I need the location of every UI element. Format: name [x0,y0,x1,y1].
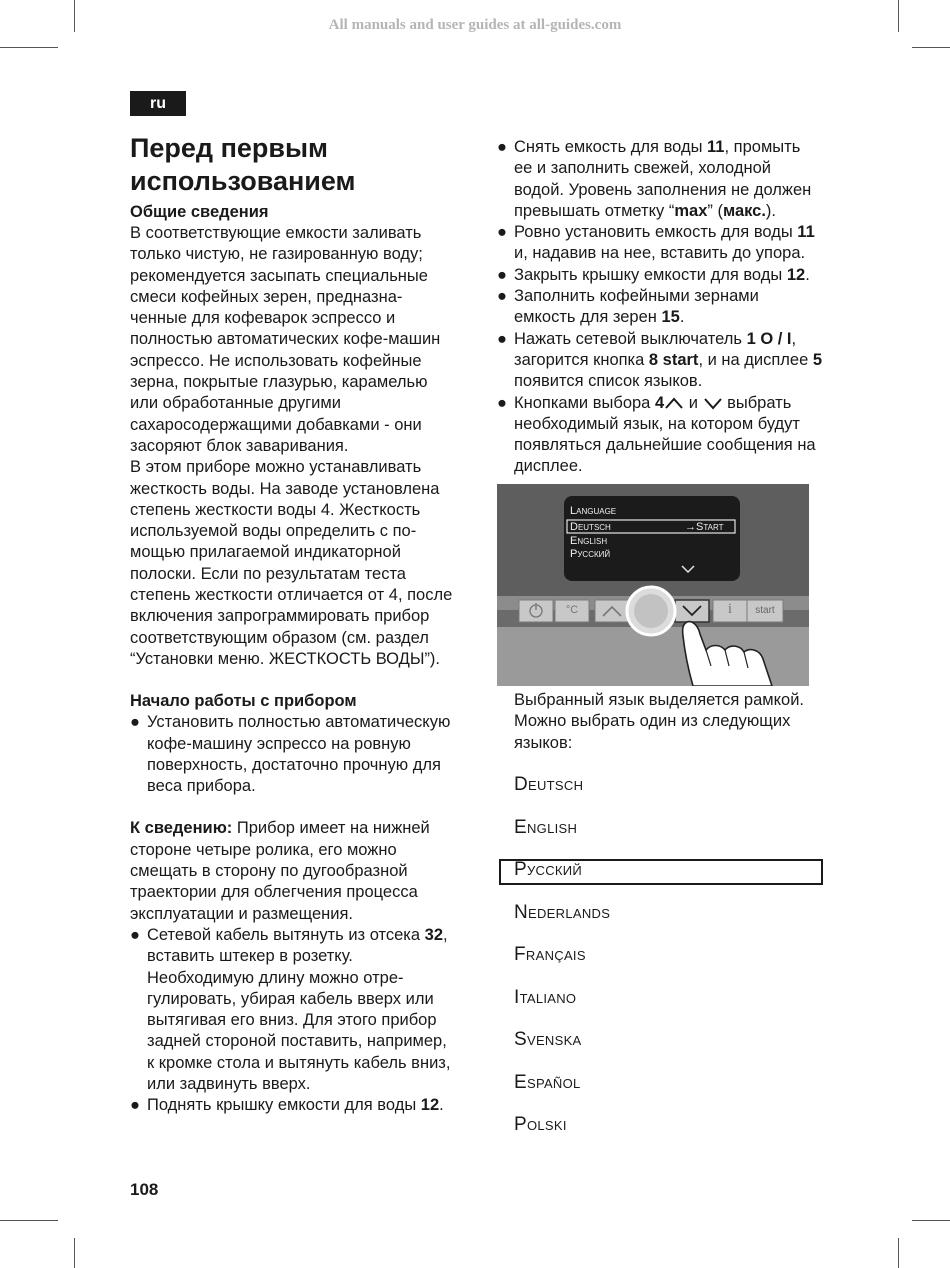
list-item: ● Заполнить кофейными зернами емкость для зерен 15. [497,286,847,329]
language-item: Nederlands [514,902,611,923]
list-item: ● Поднять крышку емкости для воды 12. [130,1095,480,1116]
display-item: Русский [570,548,611,560]
chevron-down-icon [703,396,723,410]
list-item: ● Снять емкость для воды 11, промыть ее и заполнить свежей, холодной водой. Уровень заполнения не должен превышать отметку “max” (макс.). [497,137,847,222]
crop-mark [912,1220,950,1221]
list-item: ● Установить полностью автоматическую кофе-машину эспрессо на ровную поверхность, достаточно прочную для веса прибора. [130,712,480,797]
display-item: English [570,535,608,547]
bullet-icon: ● [497,223,507,242]
language-badge: ru [130,91,186,116]
info-button-label: i [727,601,733,617]
right-column [497,137,847,478]
bullet-icon: ● [497,265,507,284]
language-item: English [514,817,578,838]
start-heading: Начало работы с прибором [130,692,357,711]
temperature-button-label: °C [565,604,579,616]
bullet-icon: ● [497,329,507,348]
bullet-icon: ● [130,1096,140,1115]
language-item: Polski [514,1114,567,1135]
page-title: Перед первым использованием [130,133,356,196]
bullet-icon: ● [497,393,507,412]
display-title: Language [570,505,617,517]
chevron-up-icon [664,396,684,410]
display-action: →Start [685,521,724,533]
list-item: ● Кнопками выбора 4 и выбрать необходимый язык, на котором будут появляться дальнейшие сообщения на дисплее. [497,393,847,478]
crop-mark [74,1238,75,1268]
page-number: 108 [130,1180,159,1199]
language-item: Italiano [514,987,577,1008]
general-heading: Общие сведения [130,203,269,221]
language-item: Svenska [514,1029,582,1050]
control-panel-illustration [497,484,809,686]
crop-mark [898,1238,899,1268]
crop-mark [0,1220,58,1221]
crop-mark [912,47,950,48]
display-item: Deutsch [570,521,611,533]
watermark: All manuals and user guides at all-guides.com [328,17,622,33]
start-button-label: start [755,605,775,616]
note-paragraph: К сведению: Прибор имеет на нижней стороне четыре ролика, его можно смещать в сторону по дугообразной траектории для облегчения процесса эксплуатации и размещения. [130,819,430,923]
crop-mark [0,47,58,48]
control-panel-drawing [497,484,809,686]
language-item: Deutsch [514,774,584,795]
figure-caption: Выбранный язык выделяется рамкой. Можно выбрать один из следующих языков: [514,691,805,752]
language-item: Español [514,1072,581,1093]
general-paragraph: В соответствующие емкости заливать только чистую, не газированную воду; рекомендуется засыпать специальные смеси кофейных зерен, предназна- ченные для кофеварок эспрессо и полностью автоматических кофе-машин эспрессо. Не использовать кофейные зерна, покрытые глазурью, карамелью или обработанные другими сахаросодержащими добавками - они засоряют блок заваривания. В этом приборе можно устанавливать жесткость воды. На заводе установлена степень жесткости воды 4. Жесткость используемой воды определить с по- мощью прилагаемой индикаторной полоски. Если по результатам теста степень жесткости отличается от 4, после включения запрограммировать прибор соответствующим образом (см. раздел “Установки меню. ЖЕСТКОСТЬ ВОДЫ”). [130,224,453,668]
bullet-icon: ● [130,713,140,732]
bullet-icon: ● [497,138,507,156]
list-item: ● Нажать сетевой выключатель 1 O / I, загорится кнопка 8 start, и на дисплее 5 появится список языков. [497,329,847,393]
list-item: ● Ровно установить емкость для воды 11 и, надавив на нее, вставить до упора. [497,222,847,265]
list-item: ● Сетевой кабель вытянуть из отсека 32, вставить штекер в розетку. Необходимую длину можно отре- гулировать, убирая кабель вверх или вытягивая его вниз. Для этого прибор задней стороной поставить, например, к кромке стола и вытянуть кабель вниз, или задвинуть вверх. [130,925,480,1095]
language-item-selected: Русский [514,859,583,880]
left-column [130,132,480,1117]
list-item: ● Закрыть крышку емкости для воды 12. [497,265,847,286]
bullet-icon: ● [130,925,140,944]
language-item: Français [514,944,586,965]
bullet-icon: ● [497,287,507,306]
